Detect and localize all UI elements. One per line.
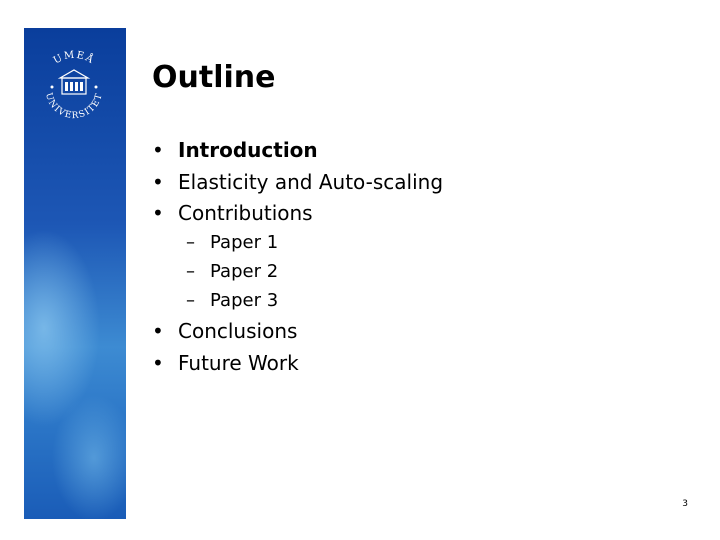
outline-item-label: Contributions <box>178 201 313 225</box>
outline-subitem-label: Paper 2 <box>210 261 279 282</box>
outline-subitem-label: Paper 1 <box>210 232 279 253</box>
svg-text:UMEÅ: UMEÅ <box>51 49 97 67</box>
page-number: 3 <box>682 499 688 509</box>
dash-icon: – <box>186 232 195 253</box>
bullet-icon: • <box>152 170 164 194</box>
bullet-icon: • <box>152 351 164 375</box>
outline-item-label: Future Work <box>178 351 299 375</box>
outline-item-label: Introduction <box>178 138 318 162</box>
outline-item-label: Elasticity and Auto-scaling <box>178 170 444 194</box>
outline-subitem-label: Paper 3 <box>210 290 279 311</box>
bullet-icon: • <box>152 201 164 225</box>
svg-text:UNIVERSITET: UNIVERSITET <box>43 91 105 122</box>
bullet-icon: • <box>152 319 164 343</box>
slide-title: Outline <box>152 60 276 95</box>
university-seal-icon <box>36 40 112 136</box>
bullet-icon: • <box>152 138 164 162</box>
dash-icon: – <box>186 261 195 282</box>
side-band <box>24 28 126 519</box>
outline-item-label: Conclusions <box>178 319 298 343</box>
dash-icon: – <box>186 290 195 311</box>
